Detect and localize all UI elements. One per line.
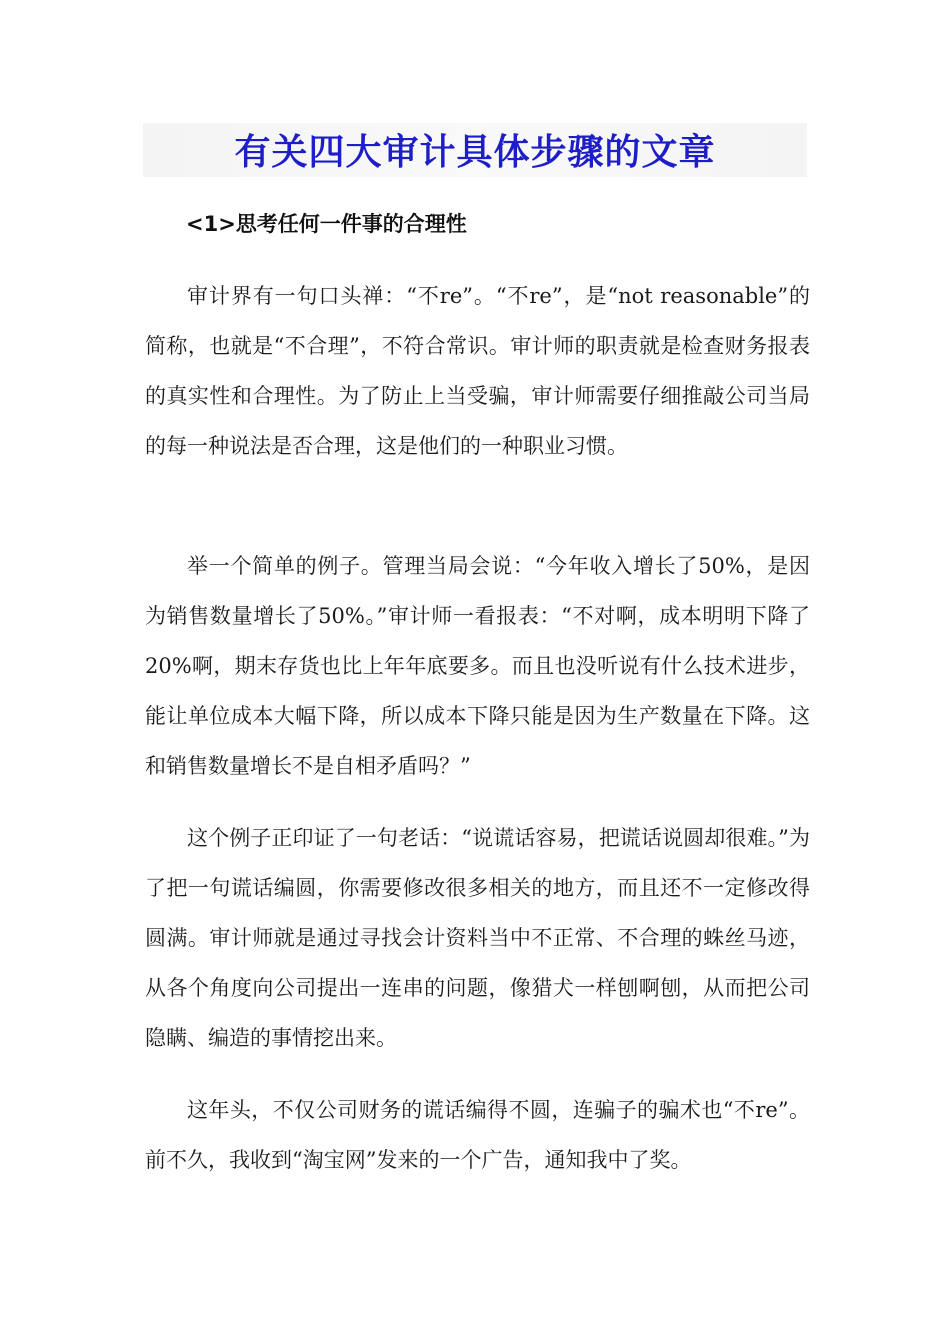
- section-heading: <1>思考任何一件事的合理性: [186, 212, 467, 236]
- paragraph-3: 这个例子正印证了一句老话：“说谎话容易，把谎话说圆却很难。”为了把一句谎话编圆，你需要修改很多相关的地方，而且还不一定修改得圆满。审计师就是通过寻找会计资料当中不正常、不合理的蛛丝马迹，从各个角度向公司提出一连串的问题，像猎犬一样刨啊刨，从而把公司隐瞒、编造的事情挖出来。: [145, 826, 810, 1050]
- paragraph-2: 举一个简单的例子。管理当局会说：“今年收入增长了50%，是因为销售数量增长了50%。”审计师一看报表：“不对啊，成本明明下降了20%啊，期末存货也比上年年底要多。而且也没听说有什么技术进步，能让单位成本大幅下降，所以成本下降只能是因为生产数量在下降。这和销售数量增长不是自相矛盾吗？”: [145, 554, 810, 778]
- paragraph-1: 审计界有一句口头禅：“不re”。“不re”，是“not reasonable”的简称，也就是“不合理”，不符合常识。审计师的职责就是检查财务报表的真实性和合理性。为了防止上当受骗，审计师需要仔细推敲公司当局的每一种说法是否合理，这是他们的一种职业习惯。: [145, 284, 810, 458]
- paragraph-4: 这年头，不仅公司财务的谎话编得不圆，连骗子的骗术也“不re”。前不久，我收到“淘宝网”发来的一个广告，通知我中了奖。: [145, 1098, 810, 1172]
- document-title: 有关四大审计具体步骤的文章: [234, 131, 716, 173]
